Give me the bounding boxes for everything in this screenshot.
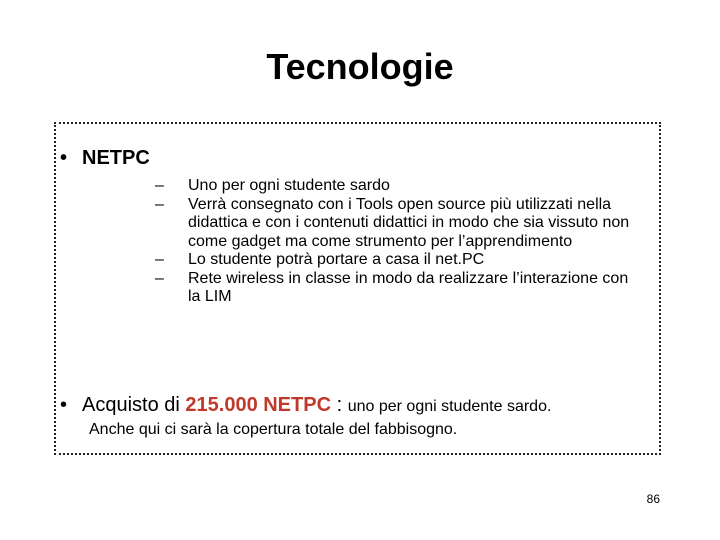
bullet-acquisto-prefix: Acquisto di xyxy=(82,394,186,416)
sub-item xyxy=(155,196,645,252)
dash-marker: – xyxy=(155,195,164,213)
sub-item xyxy=(155,270,645,307)
dash-marker: – xyxy=(155,269,164,287)
sub-item-text: Lo studente potrà portare a casa il net.PC xyxy=(188,251,485,268)
bullet-acquisto-line2: Anche qui ci sarà la copertura totale del fabbisogno. xyxy=(89,421,458,438)
netpc-quantity: 215.000 NETPC xyxy=(185,394,332,416)
sub-item-text: Uno per ogni studente sardo xyxy=(188,177,390,194)
bullet-acquisto-suffix: uno per ogni studente sardo. xyxy=(347,398,552,415)
sub-item-text: Verrà consegnato con i Tools open source più utilizzati nella didattica e con i contenuti didattici in modo che sia vissuto non come gadget ma come strumento per l’apprendimento xyxy=(188,195,630,250)
bullet-acquisto-separator: : xyxy=(331,394,348,416)
sub-item xyxy=(155,251,645,270)
bullet-netpc xyxy=(60,147,150,170)
bullet-marker: • xyxy=(60,147,68,169)
sub-item-text: Rete wireless in classe in modo da realizzare l’interazione con la LIM xyxy=(188,269,629,305)
bullet-netpc-label: NETPC xyxy=(82,147,150,169)
slide-title: Tecnologie xyxy=(266,46,454,87)
page-number: 86 xyxy=(646,492,660,506)
sub-list xyxy=(155,177,645,307)
sub-item xyxy=(155,177,645,196)
bullet-acquisto xyxy=(60,394,670,417)
dash-marker: – xyxy=(155,251,164,268)
dash-marker: – xyxy=(155,177,164,194)
bullet-marker: • xyxy=(60,394,68,416)
